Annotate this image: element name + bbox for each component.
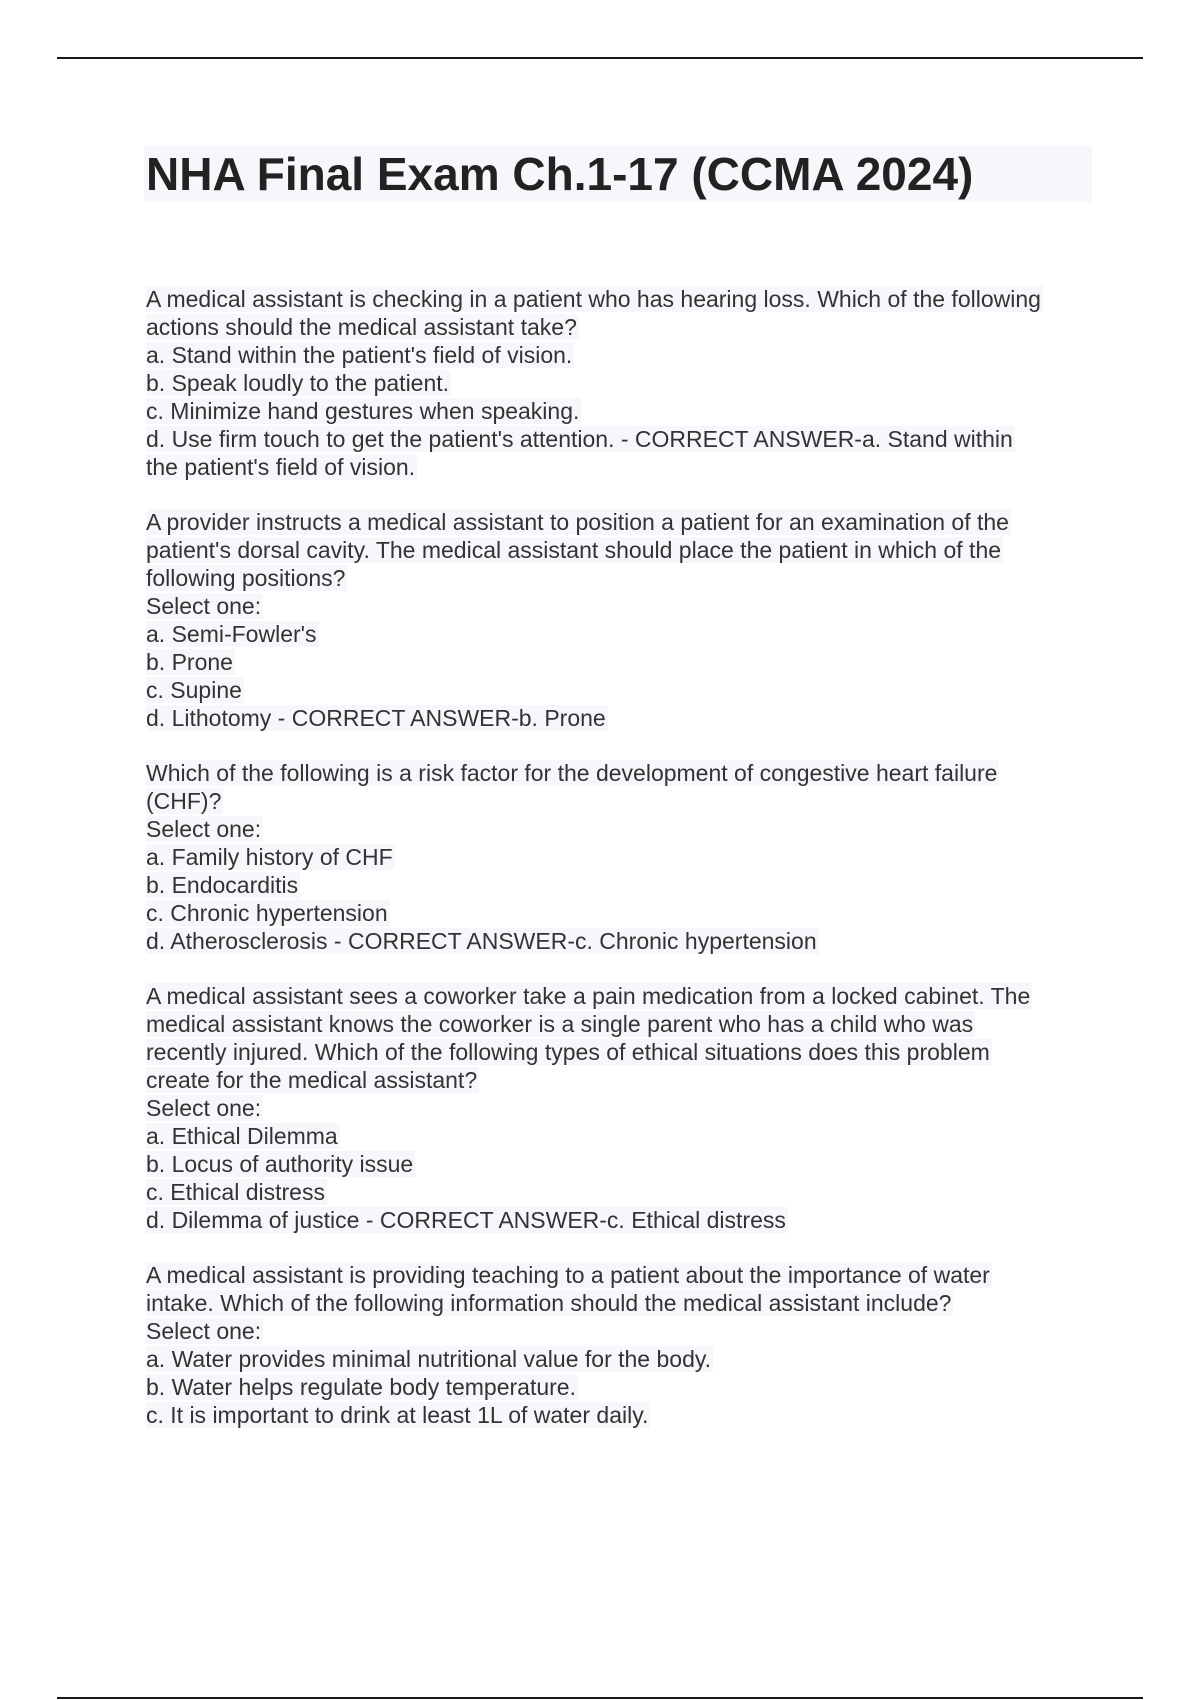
- question-line-text: c. Supine: [146, 677, 242, 703]
- question-line: [146, 787, 1092, 815]
- question-line: [146, 759, 1092, 787]
- question-line-text: medical assistant knows the coworker is a single parent who has a child who was: [146, 1011, 974, 1037]
- question-line: [146, 704, 1092, 732]
- bottom-rule: [57, 1697, 1143, 1699]
- question-line-text: b. Speak loudly to the patient.: [146, 370, 450, 396]
- question-line: [146, 676, 1092, 704]
- question-line-text: Select one:: [146, 593, 262, 619]
- question-line-text: d. Lithotomy - CORRECT ANSWER-b. Prone: [146, 705, 606, 731]
- question-line-text: Select one:: [146, 1318, 262, 1344]
- question-line: [146, 1094, 1092, 1122]
- question-line: [146, 1289, 1092, 1317]
- title-banner: [144, 146, 1092, 202]
- question-block: [146, 759, 1092, 955]
- question-line-text: b. Prone: [146, 649, 233, 675]
- question-line: [146, 1317, 1092, 1345]
- question-line-text: b. Locus of authority issue: [146, 1151, 414, 1177]
- question-line-text: A medical assistant is providing teaching to a patient about the importance of water: [146, 1262, 990, 1288]
- question-line-text: A provider instructs a medical assistant to position a patient for an examination of the: [146, 509, 1009, 535]
- question-line: [146, 899, 1092, 927]
- question-line: [146, 871, 1092, 899]
- question-line: [146, 1373, 1092, 1401]
- question-line-text: d. Atherosclerosis - CORRECT ANSWER-c. Chronic hypertension: [146, 928, 817, 954]
- question-line-text: the patient's field of vision.: [146, 454, 416, 480]
- question-line: [146, 648, 1092, 676]
- question-list: [146, 285, 1092, 1456]
- question-line-text: a. Semi-Fowler's: [146, 621, 317, 647]
- question-line-text: a. Stand within the patient's field of vision.: [146, 342, 573, 368]
- question-line-text: a. Water provides minimal nutritional value for the body.: [146, 1346, 712, 1372]
- question-line-text: create for the medical assistant?: [146, 1067, 478, 1093]
- question-line: [146, 536, 1092, 564]
- question-line: [146, 1178, 1092, 1206]
- question-line: [146, 843, 1092, 871]
- question-line-text: b. Water helps regulate body temperature.: [146, 1374, 576, 1400]
- question-line: [146, 927, 1092, 955]
- question-line-text: c. Ethical distress: [146, 1179, 325, 1205]
- question-line: [146, 1150, 1092, 1178]
- question-block: [146, 982, 1092, 1234]
- question-line-text: c. It is important to drink at least 1L of water daily.: [146, 1402, 649, 1428]
- question-line-text: patient's dorsal cavity. The medical assistant should place the patient in which of the: [146, 537, 1002, 563]
- question-line: [146, 1206, 1092, 1234]
- question-block: [146, 285, 1092, 481]
- question-line-text: c. Chronic hypertension: [146, 900, 388, 926]
- question-line-text: d. Dilemma of justice - CORRECT ANSWER-c. Ethical distress: [146, 1207, 786, 1233]
- question-line: [146, 1401, 1092, 1429]
- question-line: [146, 369, 1092, 397]
- question-line: [146, 1066, 1092, 1094]
- question-block: [146, 508, 1092, 732]
- question-line-text: b. Endocarditis: [146, 872, 299, 898]
- question-line-text: c. Minimize hand gestures when speaking.: [146, 398, 580, 424]
- question-line: [146, 592, 1092, 620]
- question-line-text: intake. Which of the following information should the medical assistant include?: [146, 1290, 952, 1316]
- question-line: [146, 620, 1092, 648]
- question-line: [146, 815, 1092, 843]
- question-line: [146, 1261, 1092, 1289]
- question-line-text: Select one:: [146, 1095, 262, 1121]
- question-line: [146, 1122, 1092, 1150]
- question-line-text: Which of the following is a risk factor for the development of congestive heart failure: [146, 760, 998, 786]
- question-block: [146, 1261, 1092, 1429]
- top-rule: [57, 57, 1143, 59]
- question-line-text: Select one:: [146, 816, 262, 842]
- question-line: [146, 508, 1092, 536]
- question-line: [146, 1038, 1092, 1066]
- question-line-text: A medical assistant sees a coworker take a pain medication from a locked cabinet. The: [146, 983, 1031, 1009]
- question-line-text: d. Use firm touch to get the patient's attention. - CORRECT ANSWER-a. Stand within: [146, 426, 1013, 452]
- question-line: [146, 453, 1092, 481]
- question-line-text: a. Family history of CHF: [146, 844, 393, 870]
- question-line: [146, 1345, 1092, 1373]
- question-line: [146, 1010, 1092, 1038]
- question-line-text: a. Ethical Dilemma: [146, 1123, 338, 1149]
- question-line-text: following positions?: [146, 565, 346, 591]
- question-line: [146, 397, 1092, 425]
- question-line: [146, 982, 1092, 1010]
- question-line-text: recently injured. Which of the following types of ethical situations does this problem: [146, 1039, 990, 1065]
- question-line-text: (CHF)?: [146, 788, 222, 814]
- question-line-text: A medical assistant is checking in a patient who has hearing loss. Which of the following: [146, 286, 1041, 312]
- question-line: [146, 285, 1092, 313]
- question-line: [146, 341, 1092, 369]
- question-line-text: actions should the medical assistant take?: [146, 314, 577, 340]
- page-title: NHA Final Exam Ch.1-17 (CCMA 2024): [146, 148, 974, 200]
- question-line: [146, 564, 1092, 592]
- question-line: [146, 425, 1092, 453]
- question-line: [146, 313, 1092, 341]
